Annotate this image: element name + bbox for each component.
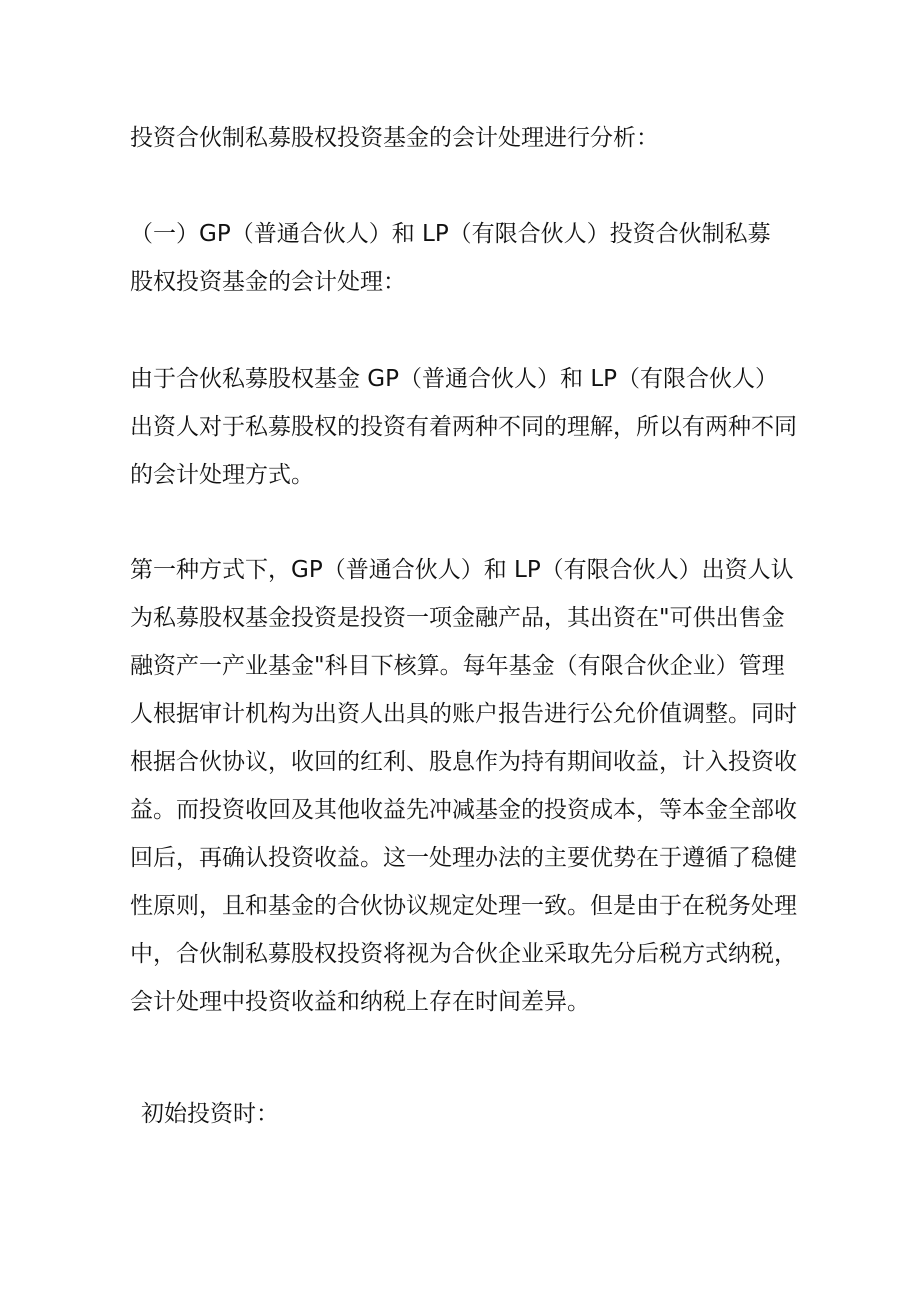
text-line: 益。而投资收回及其他收益先冲减基金的投资成本，等本金全部收 (130, 797, 797, 823)
text-line: 会计处理中投资收益和纳税上存在时间差异。 (130, 989, 590, 1015)
text-line: 由于合伙私募股权基金 GP（普通合伙人）和 LP（有限合伙人） (130, 366, 778, 392)
text-line: 的会计处理方式。 (130, 462, 314, 488)
text-line: 融资产一产业基金"科目下核算。每年基金（有限合伙企业）管理 (130, 653, 785, 679)
text-line: 为私募股权基金投资是投资一项金融产品，其出资在"可供出售金 (130, 605, 785, 631)
text-line: 根据合伙协议，收回的红利、股息作为持有期间收益，计入投资收 (130, 749, 797, 775)
text-line: （一）GP（普通合伙人）和 LP（有限合伙人）投资合伙制私募 (130, 221, 771, 247)
text-line: 投资合伙制私募股权投资基金的会计处理进行分析： (130, 125, 659, 151)
text-line: 出资人对于私募股权的投资有着两种不同的理解，所以有两种不同 (130, 414, 797, 440)
text-line: 人根据审计机构为出资人出具的账户报告进行公允价值调整。同时 (130, 701, 797, 727)
paragraph-initial-investment (141, 1090, 807, 1138)
paragraph-two-understandings (130, 355, 796, 499)
text-line: 性原则，且和基金的合伙协议规定处理一致。但是由于在税务处理 (130, 893, 797, 919)
text-line: 股权投资基金的会计处理： (130, 269, 406, 295)
paragraph-section-heading (130, 210, 796, 306)
paragraph-first-method (130, 546, 796, 1026)
text-line: 中，合伙制私募股权投资将视为合伙企业采取先分后税方式纳税， (130, 941, 797, 967)
text-line: 初始投资时： (141, 1101, 279, 1127)
text-line: 回后，再确认投资收益。这一处理办法的主要优势在于遵循了稳健 (130, 845, 797, 871)
text-line: 第一种方式下，GP（普通合伙人）和 LP（有限合伙人）出资人认 (130, 557, 794, 583)
paragraph-intro (130, 114, 796, 162)
